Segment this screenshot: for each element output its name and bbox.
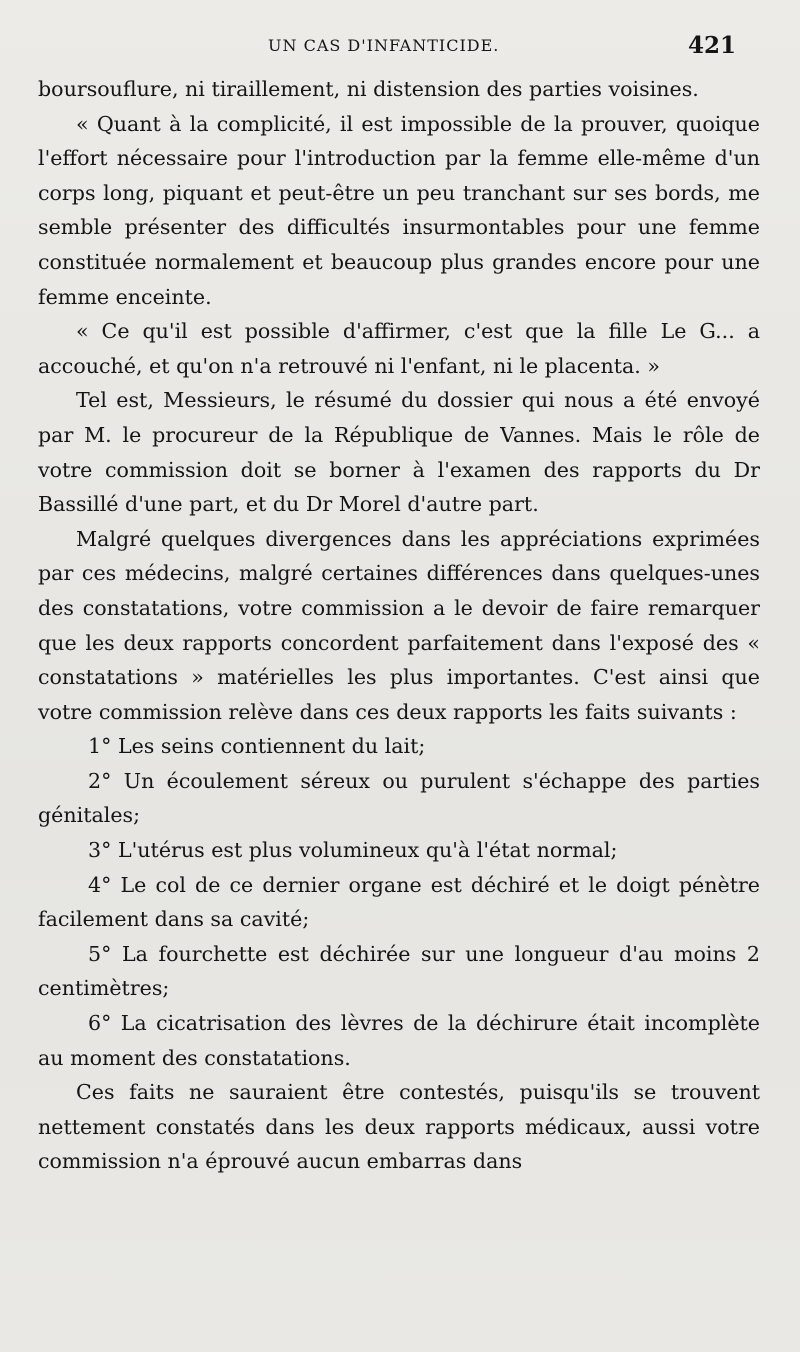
list-item: 2° Un écoulement séreux ou purulent s'échappe des parties génitales;: [38, 768, 760, 828]
list-item: 3° L'utérus est plus volumineux qu'à l'état normal;: [88, 838, 618, 863]
paragraph: Tel est, Messieurs, le résumé du dossier qui nous a été envoyé par M. le procureur de la République de Vannes. Mais le rôle de votre commission doit se borner à l'examen des rapports du Dr Bassillé d'une part, et du Dr Morel d'autre part.: [38, 388, 760, 517]
paragraph: Malgré quelques divergences dans les appréciations exprimées par ces médecins, malgré certaines différences dans quelques-unes des constatations, votre commission a le devoir de faire remarquer que les deux rapports concordent parfaitement dans l'exposé des « constatations » matérielles les plus importantes. C'est ainsi que votre commission relève dans ces deux rapports les faits suivants :: [38, 526, 760, 724]
list-item: 5° La fourchette est déchirée sur une longueur d'au moins 2 centimètres;: [38, 941, 760, 1001]
list-item: 1° Les seins contiennent du lait;: [88, 734, 426, 759]
list-item: 6° La cicatrisation des lèvres de la déchirure était incomplète au moment des constatations.: [38, 1011, 760, 1070]
list-item: 4° Le col de ce dernier organe est déchiré et le doigt pénètre facilement dans sa cavité;: [38, 872, 760, 932]
body-text: [38, 72, 760, 1179]
running-title: UN CAS D'INFANTICIDE.: [268, 36, 500, 55]
paragraph: « Quant à la complicité, il est impossible de la prouver, quoique l'effort nécessaire pour l'introduction par la femme elle-même d'un corps long, piquant et peut-être un peu tranchant sur ses bords, me semble présenter des difficultés insurmontables pour une femme constituée normalement et beaucoup plus grandes encore pour une femme enceinte.: [38, 111, 760, 309]
paragraph: boursouflure, ni tiraillement, ni distension des parties voisines.: [38, 77, 699, 101]
page-number: 421: [687, 32, 736, 59]
page-header: [0, 34, 800, 64]
paragraph: « Ce qu'il est possible d'affirmer, c'est que la fille Le G... a accouché, et qu'on n'a retrouvé ni l'enfant, ni le placenta. »: [38, 319, 760, 378]
paragraph: Ces faits ne sauraient être contestés, puisqu'ils se trouvent nettement constatés dans les deux rapports médicaux, aussi votre commission n'a éprouvé aucun embarras dans: [38, 1080, 760, 1174]
